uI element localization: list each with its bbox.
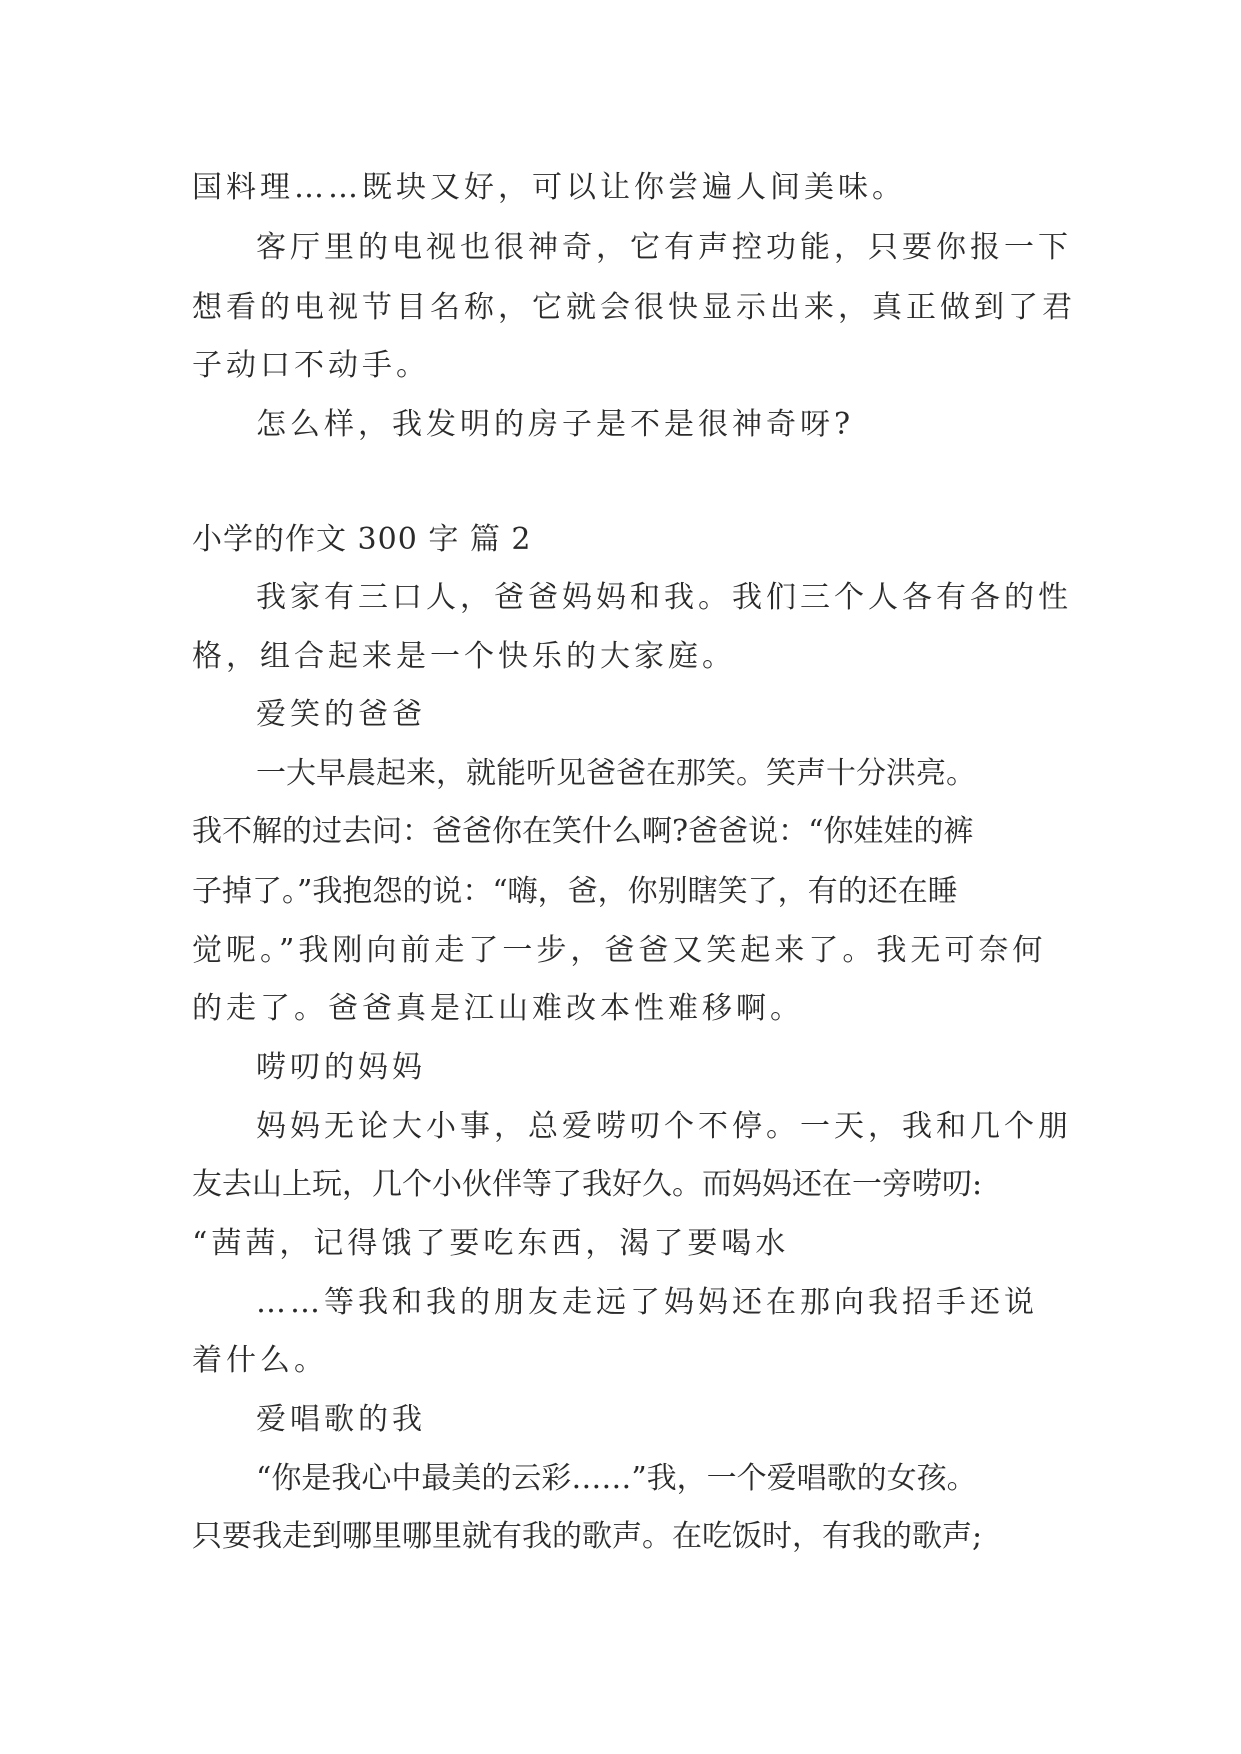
paragraph-line: 格，组合起来是一个快乐的大家庭。 xyxy=(192,639,736,674)
paragraph-line: 觉呢。”我刚向前走了一步，爸爸又笑起来了。我无可奈何 xyxy=(192,933,1047,968)
paragraph-line: 我不解的过去问：爸爸你在笑什么啊?爸爸说：“你娃娃的裤 xyxy=(192,814,974,849)
paragraph-line: 着什么。 xyxy=(192,1343,328,1378)
paragraph-line: 子掉了。”我抱怨的说：“嗨，爸，你别瞎笑了，有的还在睡 xyxy=(192,874,958,909)
paragraph-line: “茜茜，记得饿了要吃东西，渴了要喝水 xyxy=(192,1226,790,1261)
paragraph-line: 妈妈无论大小事，总爱唠叨个不停。一天，我和几个朋 xyxy=(256,1109,1072,1144)
paragraph-line: ……等我和我的朋友走远了妈妈还在那向我招手还说 xyxy=(256,1285,1038,1320)
subheading-line: 爱唱歌的我 xyxy=(256,1402,426,1437)
paragraph-line: 客厅里的电视也很神奇，它有声控功能，只要你报一下 xyxy=(256,230,1072,265)
paragraph-line: 友去山上玩，几个小伙伴等了我好久。而妈妈还在一旁唠叨: xyxy=(192,1167,983,1202)
subheading-line: 唠叨的妈妈 xyxy=(256,1050,426,1085)
paragraph-line: 想看的电视节目名称，它就会很快显示出来，真正做到了君 xyxy=(192,290,1076,325)
paragraph-line: 子动口不动手。 xyxy=(192,348,430,383)
paragraph-line: 怎么样，我发明的房子是不是很神奇呀? xyxy=(256,407,855,442)
paragraph-line: 一大早晨起来，就能听见爸爸在那笑。笑声十分洪亮。 xyxy=(256,756,976,791)
paragraph-line: 国料理……既块又好，可以让你尝遍人间美味。 xyxy=(192,170,906,205)
subheading-line: 爱笑的爸爸 xyxy=(256,697,426,732)
paragraph-line: 的走了。爸爸真是江山难改本性难移啊。 xyxy=(192,991,804,1026)
paragraph-line: 只要我走到哪里哪里就有我的歌声。在吃饭时，有我的歌声; xyxy=(192,1519,983,1554)
paragraph-line: “你是我心中最美的云彩……”我，一个爱唱歌的女孩。 xyxy=(256,1461,977,1496)
section-heading: 小学的作文 300 字 篇 2 xyxy=(192,522,532,557)
paragraph-line: 我家有三口人，爸爸妈妈和我。我们三个人各有各的性 xyxy=(256,580,1072,615)
